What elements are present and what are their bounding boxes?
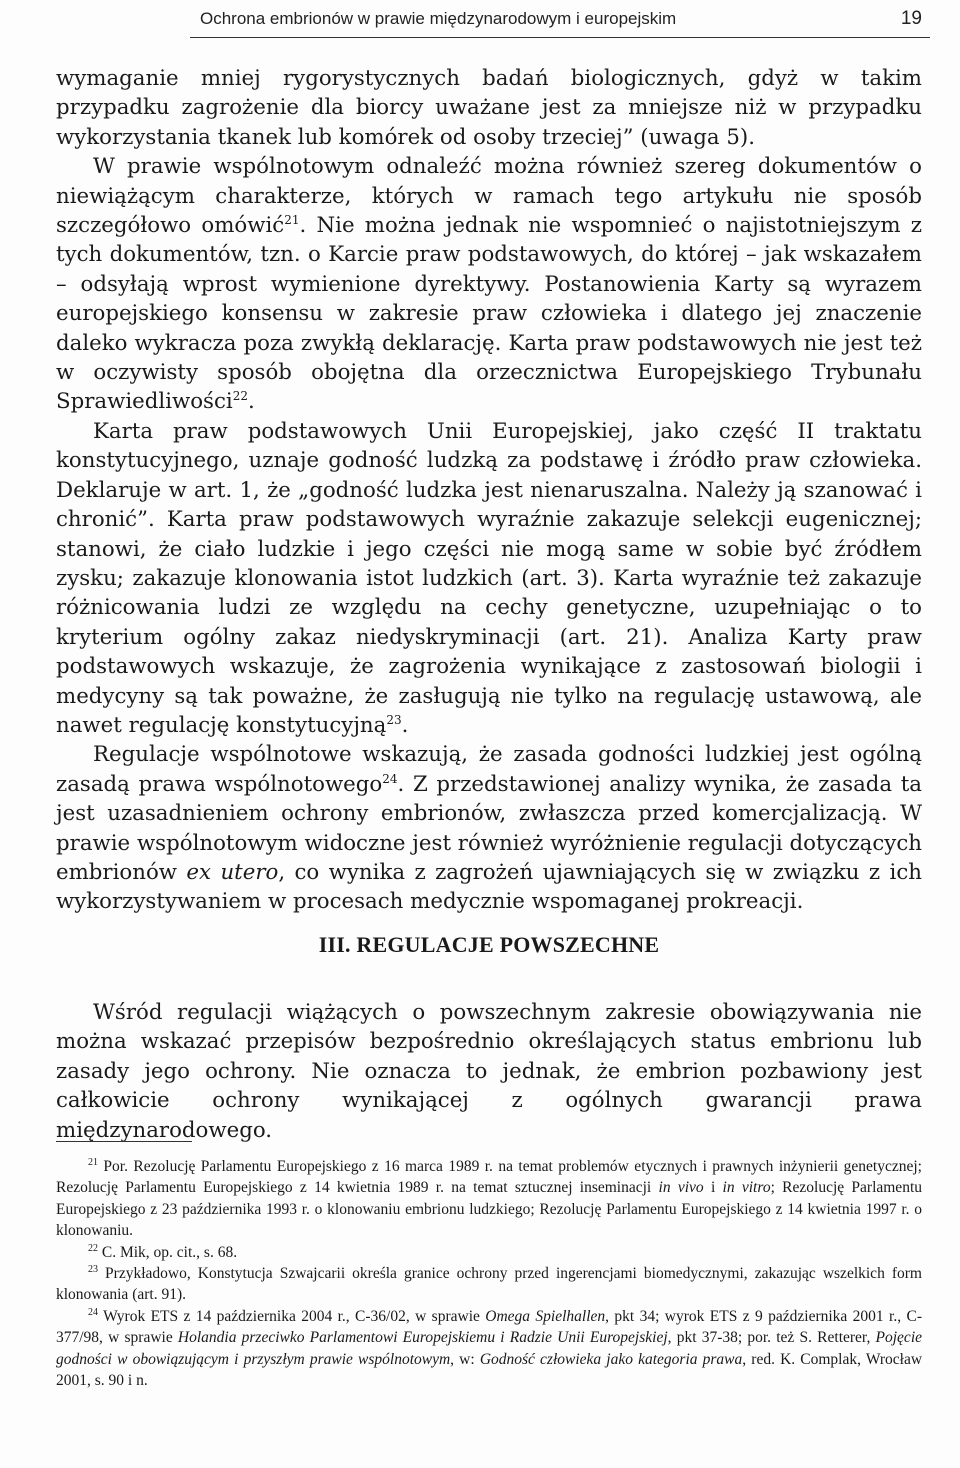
paragraph: Wśród regulacji wiążących o powszechnym zakresie obowiązywania nie można wskazać przepisów bezpośrednio określających status embrionu lub zasady jego ochrony. Nie oznacza to jednak, że embrion pozbawiony jest całkowicie ochrony wynikającej z ogólnych gwarancji prawa międzynarodowego. <box>56 1000 922 1143</box>
footnote-ref: 21 <box>284 213 300 228</box>
footnote-22: $^{22}$ C. Mik, op. cit., s. 68. <box>88 1242 238 1261</box>
paragraph: W prawie wspólnotowym odnaleźć można również szereg dokumentów o niewiążącym charakterze, których w ramach tego artykułu nie sposób szczegółowo omówić$^{21}$. Nie można jednak nie wspomnieć o najistotniejszym z tych dokumentów, tzn. o Karcie praw podstawowych, do której – jak wskazałem – odsyłają wprost wymienione dyrektywy. Postanowienia Karty są wyrazem europejskiego konsensu w zakresie praw człowieka i dlatego jej znaczenie daleko wykracza poza zwykłą deklarację. Karta praw podstawowych nie jest też w oczywisty sposób obojętna dla orzecznictwa Europejskiego Trybunału Sprawiedliwości$^{22}$. <box>56 154 922 415</box>
footnote-ref: 22 <box>232 389 248 404</box>
footnote-ref: 24 <box>382 771 398 786</box>
paragraph: Regulacje wspólnotowe wskazują, że zasada godności ludzkiej jest ogólną zasadą prawa wspólnotowego$^{24}$. Z przedstawionej analizy wynika, że zasada ta jest uzasadnieniem ochrony embrionów, zwłaszcza przed komercjalizacją. W prawie wspólnotowym widoczne jest również wyróżnienie regulacji dotyczących embrionów ex utero, co wynika z zagrożeń ujawniających się w związku z ich wykorzystywaniem w procesach medycznie wspomaganej prokreacji. <box>56 742 922 915</box>
header-rule <box>190 37 930 38</box>
running-header <box>200 4 922 34</box>
running-title: Ochrona embrionów w prawie międzynarodowym i europejskim <box>200 9 677 28</box>
footnote-23: $^{23}$ Przykładowo, Konstytucja Szwajcarii określa granice ochrony przed ingerencjami biomedycznymi, zakazując wszelkich form klonowania (art. 91). <box>56 1264 922 1304</box>
section-text <box>56 998 922 1145</box>
footnotes <box>56 1156 922 1391</box>
paragraph: Karta praw podstawowych Unii Europejskiej, jako część II traktatu konstytucyjnego, uznaje godność ludzką za podstawę i źródło praw człowieka. Deklaruje w art. 1, że „godność ludzka jest nienaruszalna. Należy ją szanować i chronić”. Karta praw podstawowych wyraźnie zakazuje selekcji eugenicznej; stanowi, że ciało ludzkie i jego części nie mogą same w sobie być źródłem zysku; zakazuje klonowania istot ludzkich (art. 3). Karta wyraźnie też zakazuje różnicowania ludzi ze względu na cechy genetyczne, uzupełniając o to kryterium ogólny zakaz niedyskryminacji (art. 21). Analiza Karty praw podstawowych wskazuje, że zagrożenia wynikające z zastosowań biologii i medycyny są tak poważne, że zasługują nie tylko na regulację ustawową, ale nawet regulację konstytucyjną$^{23}$. <box>56 418 922 738</box>
footnote-24: $^{24}$ Wyrok ETS z 14 października 2004 r., C-36/02, w sprawie Omega Spielhallen, pkt 34; wyrok ETS z 9 października 2001 r., C-377/98, w sprawie Holandia przeciwko Parlamentowi Europejskiemu i Radzie Unii Europejskiej, pkt 37-38; por. też S. Retterer, Pojęcie godności w obowiązującym i przyszłym prawie wspólnotowym, w: Godność człowieka jako kategoria prawa, red. K. Complak, Wrocław 2001, s. 90 i n. <box>56 1306 923 1390</box>
page-number: 19 <box>900 8 922 29</box>
footnote-21: $^{21}$ Por. Rezolucję Parlamentu Europejskiego z 16 marca 1989 r. na temat problemów etycznych i prawnych inżynierii genetycznej; Rezolucję Parlamentu Europejskiego z 14 kwietnia 1989 r. na temat sztucznej inseminacji in vivo i in vitro; Rezolucję Parlamentu Europejskiego z 23 października 1993 r. o klonowaniu embrionu ludzkiego; Rezolucję Parlamentu Europejskiego z 14 kwietnia 1997 r. o klonowaniu. <box>56 1157 922 1240</box>
main-text <box>56 64 922 917</box>
paragraph: wymaganie mniej rygorystycznych badań biologicznych, gdyż w takim przypadku zagrożenie dla biorcy uważane jest za mniejsze niż w przypadku wykorzystania tkanek lub komórek od osoby trzeciej” (uwaga 5). <box>56 66 922 150</box>
footnote-rule <box>56 1141 192 1142</box>
section-heading: III. REGULACJE POWSZECHNE <box>318 932 660 957</box>
footnote-ref: 23 <box>386 712 402 727</box>
